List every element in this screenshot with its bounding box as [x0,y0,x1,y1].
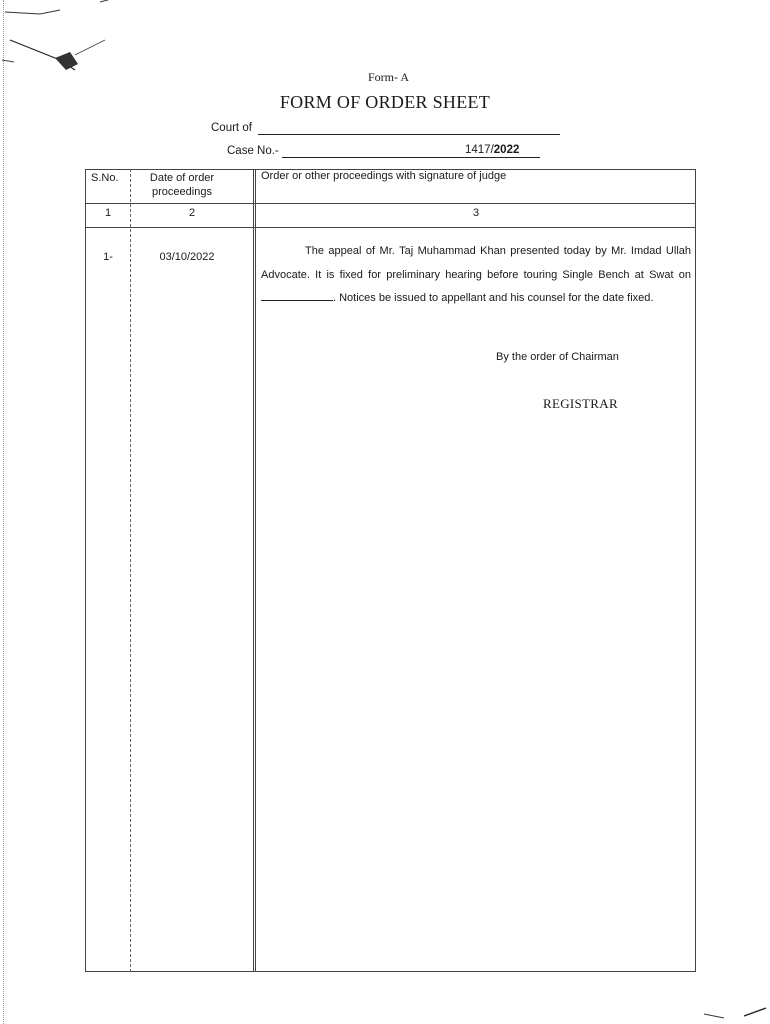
row-date: 03/10/2022 [159,251,215,263]
form-label: Form- A [367,70,409,84]
registrar-signature: REGISTRAR [543,396,618,411]
court-label: Court of [211,122,252,134]
header-date: Date of order proceedings [149,172,215,198]
order-text [261,240,691,311]
case-number-year: 2022 [493,144,520,156]
colnum-3: 3 [472,207,480,219]
col-divider-2b [255,169,256,972]
case-number-prefix: 1417/ [465,144,494,156]
header-order: Order or other proceedings with signature of judge [261,170,507,182]
court-underline [258,134,560,135]
case-underline [282,157,540,158]
col-divider-1 [130,169,131,972]
case-number [465,144,519,156]
colnum-2: 2 [188,207,196,219]
col-divider-2 [253,169,254,972]
order-text-part2: . Notices be issued to appellant and his counsel for the date fixed. [333,292,654,304]
case-label: Case No.- [227,145,279,157]
scan-edge-left [3,0,4,1024]
header-sno: S.No. [91,172,119,184]
colnum-1: 1 [104,207,112,219]
page-title: FORM OF ORDER SHEET [279,92,491,112]
header-divider [85,203,696,204]
by-order-line: By the order of Chairman [496,351,619,363]
order-text-part1: The appeal of Mr. Taj Muhammad Khan presented today by Mr. Imdad Ullah Advocate. It is fixed for preliminary hearing before touring Single Bench at Swat on [261,245,691,281]
colnum-divider [85,227,696,228]
hearing-date-blank [261,290,333,301]
scan-artifact-bottom-right [700,994,770,1024]
row-sno: 1- [103,251,113,263]
